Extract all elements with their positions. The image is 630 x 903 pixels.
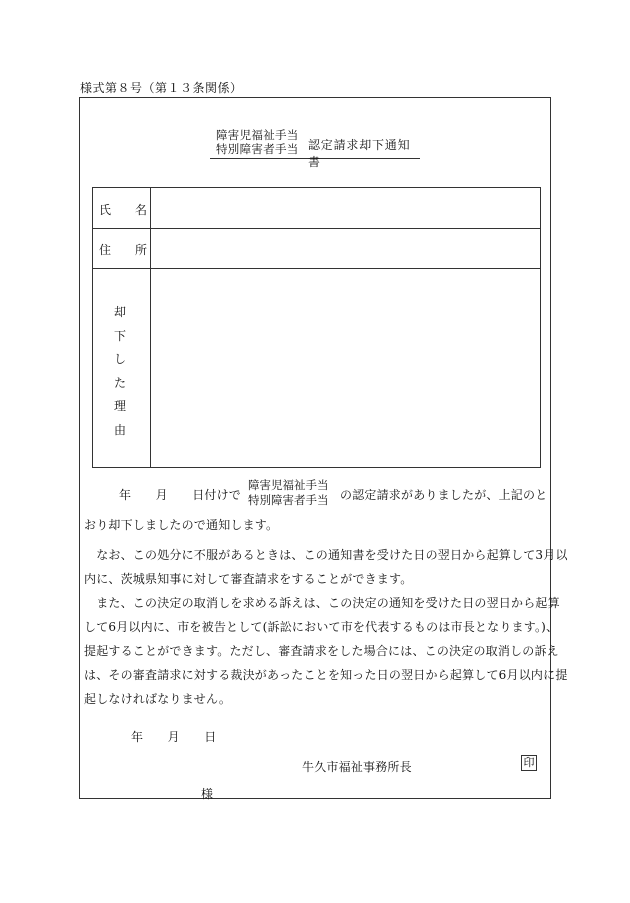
notice-line2: おり却下しましたので通知します。 <box>84 518 279 532</box>
reason-label-char: 理 <box>113 399 126 413</box>
seal-stamp: 印 <box>521 755 537 771</box>
allowance-type-stack <box>216 128 299 156</box>
name-field[interactable] <box>151 188 540 228</box>
reason-label-char: た <box>113 375 126 390</box>
reason-label-char: し <box>113 352 126 366</box>
title-allowance-1: 障害児福祉手当 <box>216 128 299 142</box>
suit-line-4: は、その審査請求に対する裁決があったことを知った日の翌日から起算して6月以内に提 <box>84 668 568 682</box>
appeal-line-1: なお、この処分に不服があるときは、この通知書を受けた日の翌日から起算して3月以 <box>84 548 568 562</box>
document-title <box>210 128 420 169</box>
address-field[interactable] <box>151 229 540 268</box>
notice-date-prefix: 年 月 日付けで <box>119 488 242 502</box>
addressee-suffix: 様 <box>201 787 214 801</box>
form-number: 様式第８号（第１３条関係） <box>80 81 243 95</box>
suit-line-1: また、この決定の取消しを求める訴えは、この決定の通知を受けた日の翌日から起算 <box>84 596 560 610</box>
reason-field[interactable] <box>151 269 540 467</box>
notice-allowance-1: 障害児福祉手当 <box>248 478 329 492</box>
suit-line-5: 起しなければなりません。 <box>84 692 232 706</box>
notice-allowance-2: 特別障害者手当 <box>248 492 329 507</box>
reason-label-char: 却 <box>113 305 126 319</box>
issue-date: 年 月 日 <box>131 730 217 744</box>
suit-line-3: 提起することができます。ただし、審査請求をした場合には、この決定の取消しの訴え <box>84 644 559 658</box>
info-table <box>92 187 541 468</box>
notice-line1-suffix: の認定請求がありましたが、上記のと <box>340 488 548 502</box>
title-main: 認定請求却下通知書 <box>308 138 411 169</box>
title-allowance-2: 特別障害者手当 <box>216 142 299 156</box>
reason-label-char: 下 <box>113 328 126 343</box>
reason-label-char: 由 <box>113 422 126 437</box>
reason-label <box>113 301 127 442</box>
address-label: 住 所 <box>99 243 148 257</box>
issuer-name: 牛久市福祉事務所長 <box>302 760 412 774</box>
name-label: 氏 名 <box>99 203 148 217</box>
suit-line-2: して6月以内に、市を被告として(訴訟において市を代表するものは市長となります。)、 <box>84 620 559 634</box>
appeal-line-2: 内に、茨城県知事に対して審査請求をすることができます。 <box>84 572 413 586</box>
notice-allowance-stack <box>248 478 329 507</box>
